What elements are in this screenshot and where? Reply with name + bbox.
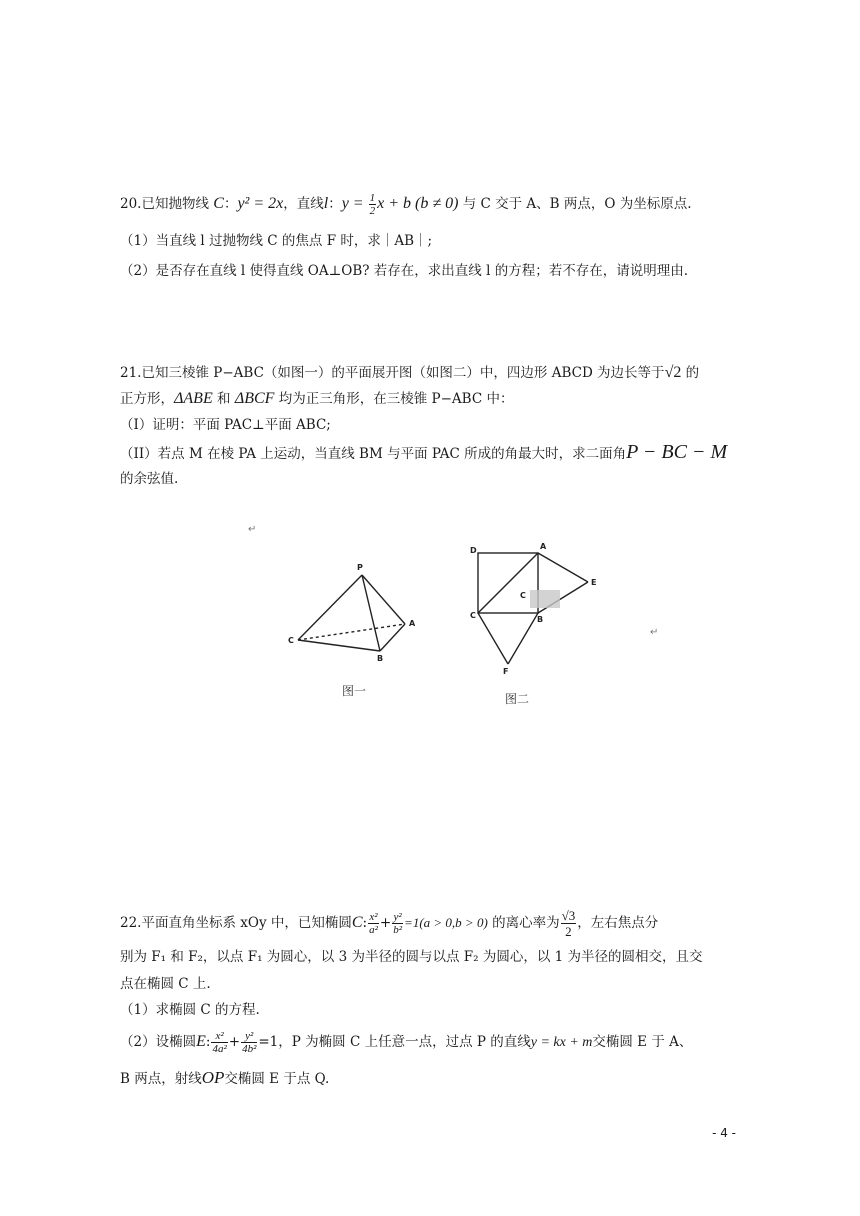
vertex-label: E — [591, 578, 597, 587]
vertex-label: A — [409, 619, 416, 628]
fraction-eccentricity: $\frac{√3}{2}$ — [561, 908, 576, 939]
fraction-y-over-b: $\frac{\text{y²}}{\text{b²}}$ — [393, 911, 403, 936]
parabola-equation: y² = 2x — [237, 195, 284, 212]
figure1-caption: 图一 — [342, 684, 367, 698]
q22-part2-line1: （2）设椭圆E: $\frac{\text{x²}}{\text{4a²}}$ + $\frac{\text{y²}}{\text{4b²}}$ =1，P 为椭圆 C 上任意一点，过点 P 的直线y = kx + m交椭圆 E 于 A、 — [120, 1030, 693, 1055]
figure2-caption: 图二 — [505, 692, 530, 706]
return-mark: ↵ — [248, 524, 257, 535]
q21-part2-line2: 的余弦值. — [120, 471, 179, 487]
q20-statement: 20.已知抛物线 C：y² = 2x，直线l：y = $\frac{1}{2}$ x + b (b ≠ 0) 与 C 交于 A、B 两点，O 为坐标原点. — [120, 192, 692, 217]
vertex-label: C — [288, 636, 294, 645]
q20-part1: （1）当直线 l 过抛物线 C 的焦点 F 时，求｜AB｜; — [120, 233, 433, 249]
fraction-x-over-a: $\frac{\text{x²}}{\text{a²}}$ — [369, 911, 378, 936]
vertex-label: F — [503, 667, 509, 676]
vertex-label: B — [377, 654, 384, 663]
q22-statement-line1: 22.平面直角坐标系 xOy 中，已知椭圆C: $\frac{\text{x²}}{\text{a²}}$ + $\frac{\text{y²}}{\text{b²}}$ =1(a > 0,b > 0) 的离心率为 $\frac{√3}{2}$ ，左右焦点分 — [120, 908, 659, 939]
q21-part1: （I）证明：平面 PAC⊥平面 ABC; — [120, 417, 331, 433]
fraction-one-half: $\frac{1}{2}$ — [369, 192, 376, 217]
dihedral-angle-expression: P − BC − M — [626, 441, 728, 463]
vertex-label: P — [357, 563, 363, 572]
fraction-y-over-4b: $\frac{\text{y²}}{\text{4b²}}$ — [242, 1030, 257, 1055]
page-number: - 4 - — [712, 1126, 736, 1140]
fraction-x-over-4a: $\frac{\text{x²}}{\text{4a²}}$ — [212, 1030, 227, 1055]
vertex-label: C — [520, 591, 526, 600]
sqrt-two: √2 — [664, 364, 682, 381]
vertex-label: D — [470, 546, 477, 555]
q22-statement-line2: 别为 F₁ 和 F₂，以点 F₁ 为圆心，以 3 为半径的圆与以点 F₂ 为圆心，以 1 为半径的圆相交，且交 — [120, 949, 703, 965]
return-mark: ↵ — [650, 627, 659, 638]
q22-statement-line3: 点在椭圆 C 上. — [120, 976, 211, 992]
q21-part2-line1: （II）若点 M 在棱 PA 上运动，当直线 BM 与平面 PAC 所成的角最大时，求二面角P − BC − M — [120, 441, 728, 463]
q22-part1: （1）求椭圆 C 的方程. — [120, 1002, 260, 1018]
q21-statement-line1: 21.已知三棱锥 P−ABC（如图一）的平面展开图（如图二）中，四边形 ABCD 为边长等于√2 的 — [120, 364, 700, 381]
q22-part2-line2: B 两点，射线OP交椭圆 E 于点 Q. — [120, 1068, 330, 1087]
vertex-label: C — [470, 611, 476, 620]
vertex-label: B — [537, 615, 544, 624]
q21-statement-line2: 正方形，ΔABE 和 ΔBCF 均为正三角形，在三棱锥 P−ABC 中： — [120, 390, 514, 407]
vertex-label: A — [540, 542, 547, 551]
q20-part2: （2）是否存在直线 l 使得直线 OA⊥OB? 若存在，求出直线 l 的方程；若不存在，请说明理由. — [120, 263, 689, 279]
